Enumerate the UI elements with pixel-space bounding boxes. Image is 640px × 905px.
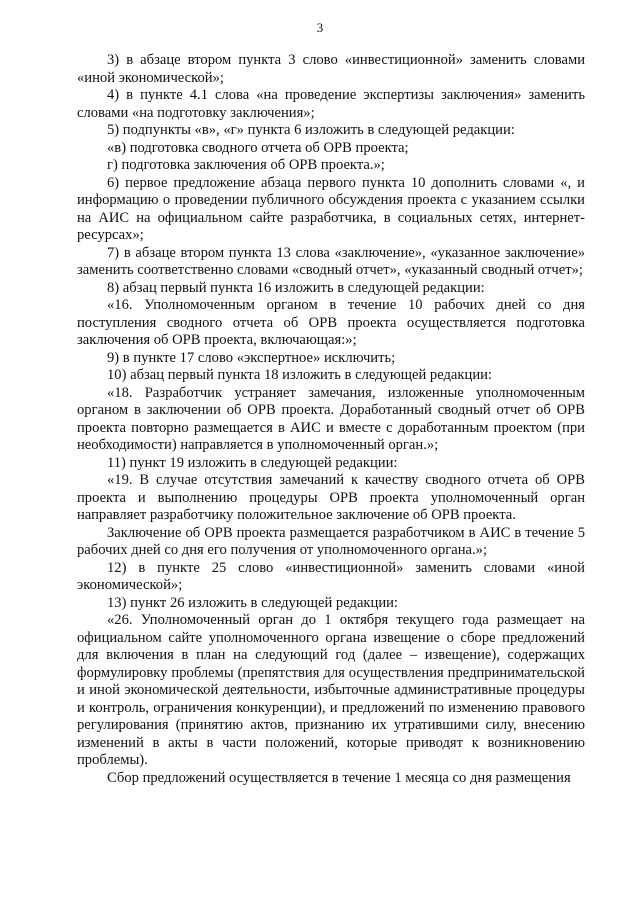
paragraph-subitem-g: г) подготовка заключения об ОРВ проекта.»; (107, 157, 385, 173)
page-number: 3 (316, 20, 324, 35)
paragraph-item-12: 12) в пункте 25 слово «инвестиционной» заменить словами «иной экономической»; (77, 559, 585, 593)
paragraph-item-3: 3) в абзаце втором пункта 3 слово «инвестиционной» заменить словами «иной экономической»; (77, 52, 585, 86)
paragraph-point-18: «18. Разработчик устраняет замечания, изложенные уполномоченным органом в заключении об ОРВ проекта. Доработанный сводный отчет об ОРВ проекта повторно размещается в АИС и вместе с доработанным проектом (при необходимости) направляется в уполномоченный орган.»; (77, 384, 585, 453)
paragraph-item-9: 9) в пункте 17 слово «экспертное» исключить; (107, 349, 396, 366)
paragraph-item-13: 13) пункт 26 изложить в следующей редакции: (107, 594, 398, 611)
paragraph-item-7: 7) в абзаце втором пункта 13 слова «заключение», «указанное заключение» заменить соответственно словами «сводный отчет», «указанный сводный отчет»; (77, 244, 585, 278)
paragraph-subitem-v: «в) подготовка сводного отчета об ОРВ проекта; (107, 139, 409, 156)
paragraph-item-6: 6) первое предложение абзаца первого пункта 10 дополнить словами «, и информацию о проведении публичного обсуждения проекта с указанием ссылки на АИС на официальном сайте разработчика, в социальных сетях, интернет-ресурсах»; (77, 174, 585, 243)
paragraph-point-19: «19. В случае отсутствия замечаний к качеству сводного отчета об ОРВ проекта и выполнению процедуры ОРВ проекта уполномоченный орган направляет разработчику положительное заключение об ОРВ проекта. (77, 472, 585, 523)
paragraph-item-11: 11) пункт 19 изложить в следующей редакции: (107, 454, 398, 471)
paragraph-point-16: «16. Уполномоченным органом в течение 10 рабочих дней со дня поступления сводного отчета об ОРВ проекта осуществляется подготовка заключения об ОРВ проекта, включающая:»; (77, 297, 585, 348)
paragraph-item-8: 8) абзац первый пункта 16 изложить в следующей редакции: (107, 279, 485, 296)
document-body (77, 52, 585, 787)
paragraph-point-26: «26. Уполномоченный орган до 1 октября текущего года размещает на официальном сайте уполномоченного органа извещение о сборе предложений для включения в план на следующий год (далее – извещение), содержащих формулировку проблемы (препятствия для осуществления предпринимательской и иной экономической деятельности, избыточные административные процедуры и контроль, ограничения конкуренции), и предложений по изменению правового регулирования (принятию актов, признанию их утратившими силу, внесению изменений в акты в части положений, которые приводят к возникновению проблемы). (77, 612, 585, 768)
paragraph-item-10: 10) абзац первый пункта 18 изложить в следующей редакции: (107, 367, 492, 383)
paragraph-item-5: 5) подпункты «в», «г» пункта 6 изложить в следующей редакции: (107, 122, 515, 138)
paragraph-point-26-cont: Сбор предложений осуществляется в течение 1 месяца со дня размещения (107, 769, 571, 786)
paragraph-point-19-cont: Заключение об ОРВ проекта размещается разработчиком в АИС в течение 5 рабочих дней со дня его получения от уполномоченного органа.»; (77, 524, 585, 558)
paragraph-item-4: 4) в пункте 4.1 слова «на проведение экспертизы заключения» заменить словами «на подготовку заключения»; (77, 87, 585, 121)
